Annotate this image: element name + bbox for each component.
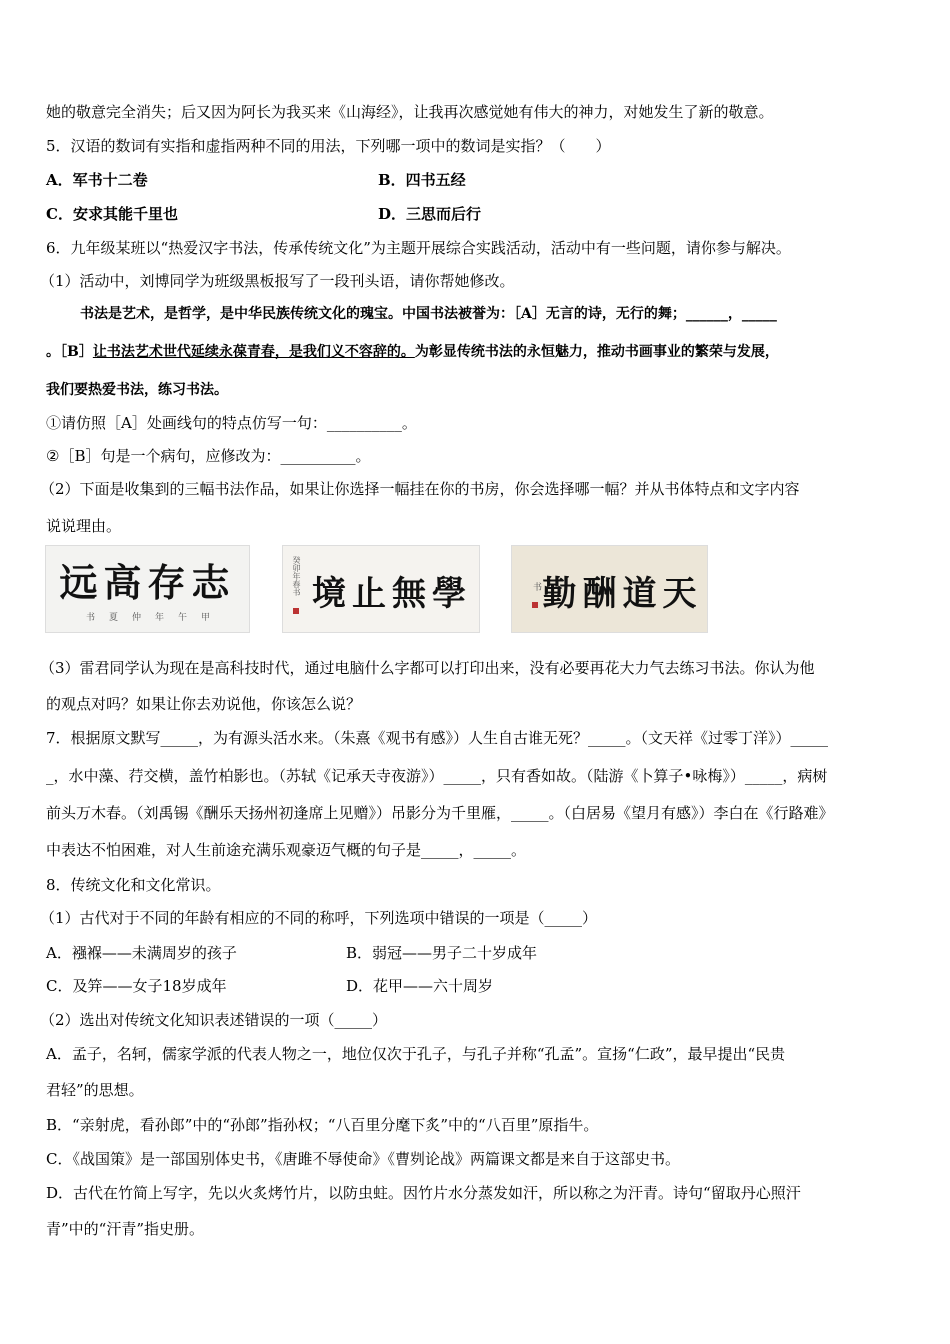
question-8-part-1: （1）古代对于不同的年龄有相应的不同的称呼，下列选项中错误的一项是（_____）	[40, 909, 598, 927]
question-8-part-2: （2）选出对传统文化知识表述错误的一项（_____）	[40, 1011, 388, 1029]
question-6-part-2: （2）下面是收集到的三幅书法作品，如果让你选择一幅挂在你的书房，你会选择哪一幅？并从书体特点和文字内容	[40, 480, 800, 498]
question-5: 5．汉语的数词有实指和虚指两种不同的用法，下列哪一项中的数词是实指？（ ）	[46, 137, 611, 155]
option-a: A．孟子，名轲，儒家学派的代表人物之一，地位仅次于孔子，与孔子并称“孔孟”。宣扬“仁政”，最早提出“民贵	[46, 1045, 786, 1063]
calligraphy-3	[511, 545, 708, 633]
passage-line-2	[46, 342, 779, 362]
question-7-line-2: _，水中藻、荇交横，盖竹柏影也。（苏轼《记承天寺夜游》）_____，只有香如故。（陆游《卜算子•咏梅》）_____，病树	[46, 767, 828, 785]
option-d: D．花甲——六十周岁	[346, 977, 494, 995]
option-a: A．襁褓——未满周岁的孩子	[46, 944, 237, 962]
text-line: 她的敬意完全消失；后又因为阿长为我买来《山海经》，让我再次感觉她有伟大的神力，对她发生了新的敬意。	[46, 103, 774, 121]
option-b: B．弱冠——男子二十岁成年	[346, 944, 538, 962]
option-d: D．三思而后行	[378, 205, 482, 223]
calligraphy-1	[45, 545, 250, 633]
question-6-part-1: （1）活动中，刘博同学为班级黑板报写了一段刊头语，请你帮她修改。	[40, 272, 515, 290]
calligraphy-3-inscription: 书	[531, 582, 541, 591]
passage-line-1: 书法是艺术，是哲学，是中华民族传统文化的瑰宝。中国书法被誉为：［A］无言的诗，无行的舞；______，_____	[80, 306, 777, 322]
question-7-line-1: 7．根据原文默写_____，为有源头活水来。（朱熹《观书有感》）人生自古谁无死？_____。（文天祥《过零丁洋》）_____	[46, 729, 829, 747]
option-d: D．古代在竹简上写字，先以火炙烤竹片，以防虫蛀。因竹片水分蒸发如汗，所以称之为汗青。诗句“留取丹心照汗	[46, 1184, 801, 1202]
calligraphy-1-text: 志存高远	[59, 560, 236, 605]
option-a-cont: 君轻”的思想。	[46, 1081, 144, 1099]
calligraphy-1-inscription: 甲午年仲夏书	[86, 613, 225, 623]
seal-stamp	[293, 608, 299, 614]
option-a: A．军书十二卷	[46, 171, 148, 189]
passage-rest: 为彰显传统书法的永恒魅力，推动书画事业的繁荣与发展，	[414, 344, 779, 360]
question-8: 8．传统文化和文化常识。	[46, 876, 221, 894]
passage-line-3: 我们要热爱书法，练习书法。	[46, 382, 228, 398]
option-c: C．及笄——女子18岁成年	[46, 977, 227, 995]
question-6-part-3-cont: 的观点对吗？如果让你去劝说他，你该怎么说？	[46, 695, 362, 713]
calligraphy-2-inscription: 癸卯年春书	[292, 556, 301, 596]
passage-marker-b: 。［B］	[46, 344, 93, 360]
question-6-part-3: （3）雷君同学认为现在是高科技时代，通过电脑什么字都可以打印出来，没有必要再花大力气去练习书法。你认为他	[40, 659, 815, 677]
question-6: 6．九年级某班以“热爱汉字书法，传承传统文化”为主题开展综合实践活动，活动中有一些问题，请你参与解决。	[46, 239, 791, 257]
option-b: B．四书五经	[378, 171, 466, 189]
sub-question-2: ②［B］句是一个病句，应修改为：__________。	[46, 447, 371, 465]
passage-sick-sentence: 让书法艺术世代延续永葆青春，是我们义不容辞的。	[92, 344, 415, 360]
sub-question-1: ①请仿照［A］处画线句的特点仿写一句：__________。	[46, 414, 417, 432]
option-b: B．“亲射虎，看孙郎”中的“孙郎”指孙权；“八百里分麾下炙”中的“八百里”原指牛。	[46, 1116, 599, 1134]
option-d-cont: 青”中的“汗青”指史册。	[46, 1220, 205, 1238]
question-6-part-2-cont: 说说理由。	[46, 517, 122, 535]
option-c: C．安求其能千里也	[46, 205, 178, 223]
option-c: C．《战国策》是一部国别体史书，《唐雎不辱使命》《曹刿论战》两篇课文都是来自于这部史书。	[46, 1150, 680, 1168]
calligraphy-2	[282, 545, 480, 633]
question-7-line-4: 中表达不怕困难，对人生前途充满乐观豪迈气概的句子是_____，_____。	[46, 841, 527, 859]
calligraphy-2-text: 學無止境	[312, 574, 472, 614]
question-7-line-3: 前头万木春。（刘禹锡《酬乐天扬州初逢席上见赠》）吊影分为千里雁，_____。（白居易《望月有感》）李白在《行路难》	[46, 804, 834, 822]
calligraphy-3-text: 天道酬勤	[542, 574, 703, 614]
